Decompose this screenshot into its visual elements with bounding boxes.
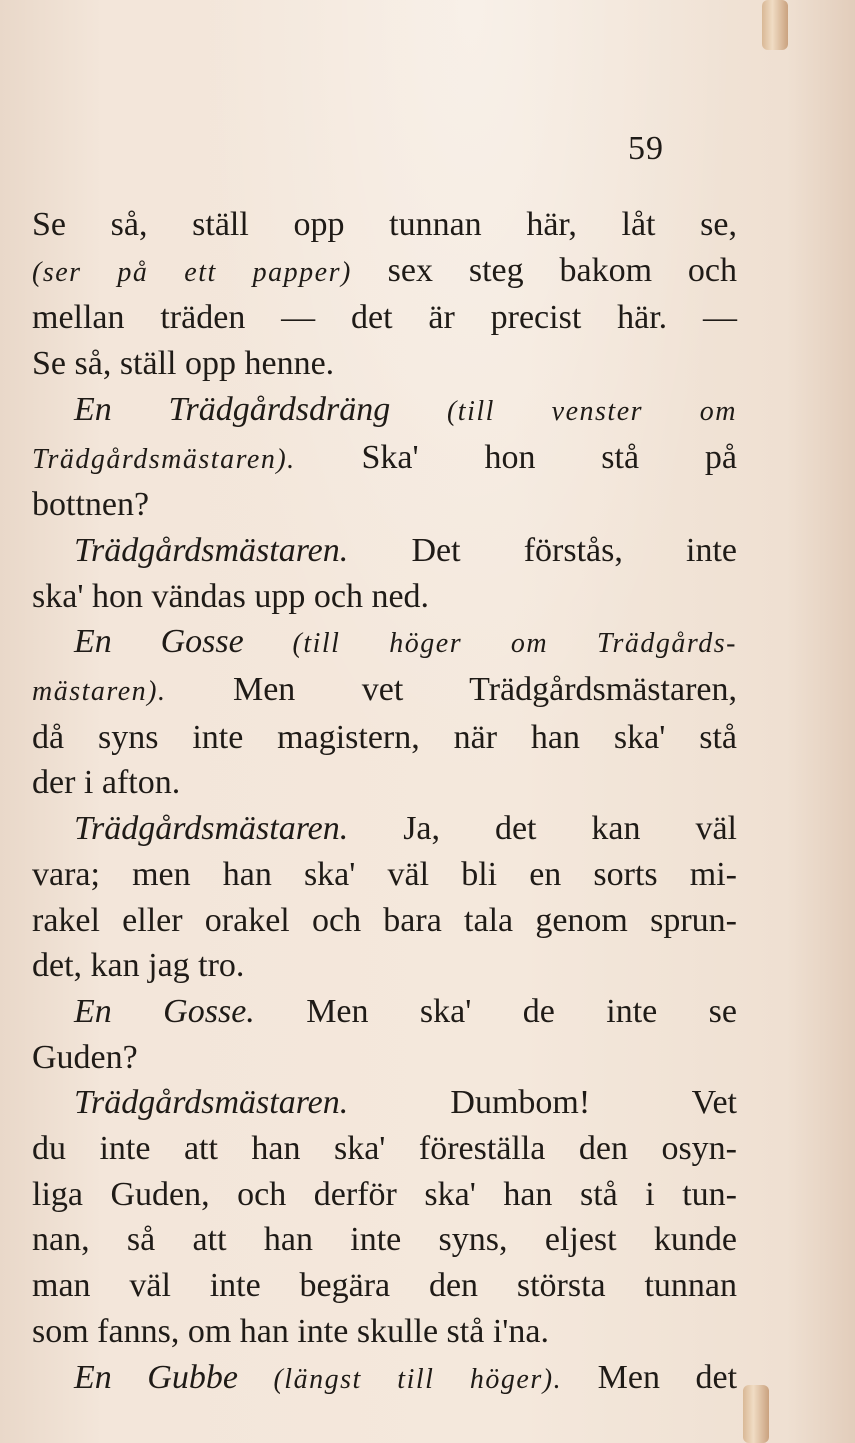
text-line	[32, 295, 737, 341]
stage-direction: mästaren).	[32, 676, 167, 708]
text-run: rakel eller orakel och bara tala genom sprun-	[32, 901, 737, 939]
stage-direction: (ser på ett papper)	[32, 256, 352, 288]
text-run: Men det	[562, 1358, 738, 1396]
text-run: ska' hon vändas upp och ned.	[32, 577, 430, 615]
text-line	[32, 1309, 737, 1355]
text-line	[32, 387, 737, 435]
text-line	[32, 852, 737, 898]
text-run: det, kan jag tro.	[32, 947, 245, 985]
text-run: du inte att han ska' föreställa den osyn-	[32, 1130, 737, 1168]
text-run: vara; men han ska' väl bli en sorts mi-	[32, 855, 737, 893]
text-line	[32, 574, 737, 620]
speaker-name: En Trädgårdsdräng	[74, 390, 391, 428]
text-run: Se så, ställ opp henne.	[32, 345, 335, 383]
speaker-name: En Gubbe	[74, 1358, 238, 1396]
text-run: Se så, ställ opp tunnan här, låt se,	[32, 206, 737, 243]
text-line	[32, 760, 737, 806]
text-line	[32, 898, 737, 944]
text-line	[32, 806, 737, 852]
text-line	[32, 1172, 737, 1218]
text-line	[32, 1126, 737, 1172]
stage-direction: (längst till höger).	[237, 1363, 563, 1395]
page-number: 59	[628, 130, 664, 167]
speaker-name: En Gosse	[74, 623, 244, 661]
text-line	[32, 989, 737, 1035]
text-run: Men ska' de inte se	[254, 992, 737, 1030]
text-run: der i afton.	[32, 764, 181, 802]
text-line	[32, 619, 737, 667]
text-run: Dumbom! Vet	[348, 1084, 737, 1122]
stage-direction: (till venster om	[390, 395, 737, 427]
text-line	[32, 202, 737, 248]
binding-pin-top	[762, 0, 788, 50]
text-run: mellan träden — det är precist här. —	[32, 299, 737, 337]
text-line	[32, 1035, 737, 1081]
text-run: då syns inte magistern, när han ska' stå	[32, 718, 737, 756]
speaker-name: En Gosse.	[74, 992, 255, 1030]
text-run: som fanns, om han inte skulle stå i'na.	[32, 1312, 549, 1350]
text-line	[32, 528, 737, 574]
binding-pin-bottom	[743, 1385, 769, 1443]
text-line	[32, 943, 737, 989]
speaker-name: Trädgårdsmästaren.	[74, 531, 349, 569]
text-run: sex steg bakom och	[351, 251, 737, 289]
text-line	[32, 1080, 737, 1126]
text-line	[32, 1355, 737, 1403]
stage-direction: Trädgårdsmästaren).	[32, 443, 296, 475]
text-run: nan, så att han inte syns, eljest kunde	[32, 1221, 737, 1259]
text-run: Guden?	[32, 1038, 138, 1076]
text-line	[32, 248, 737, 296]
speaker-name: Trädgårdsmästaren.	[74, 1084, 349, 1122]
text-run: Ska' hon stå på	[295, 438, 737, 476]
text-line	[32, 667, 737, 715]
text-run: Ja, det kan väl	[348, 810, 737, 848]
stage-direction: (till höger om Trädgårds-	[243, 628, 737, 660]
text-line	[32, 435, 737, 483]
text-line	[32, 1263, 737, 1309]
text-block	[32, 202, 737, 1402]
text-run: man väl inte begära den största tunnan	[32, 1267, 737, 1305]
text-line	[32, 715, 737, 761]
text-line	[32, 482, 737, 528]
text-run: Det förstås, inte	[348, 531, 737, 569]
speaker-name: Trädgårdsmästaren.	[74, 810, 349, 848]
text-run: bottnen?	[32, 486, 150, 524]
text-run: Men vet Trädgårdsmästaren,	[166, 671, 737, 709]
text-line	[32, 1217, 737, 1263]
text-run: liga Guden, och derför ska' han stå i tun-	[32, 1175, 737, 1213]
text-line	[32, 341, 737, 387]
